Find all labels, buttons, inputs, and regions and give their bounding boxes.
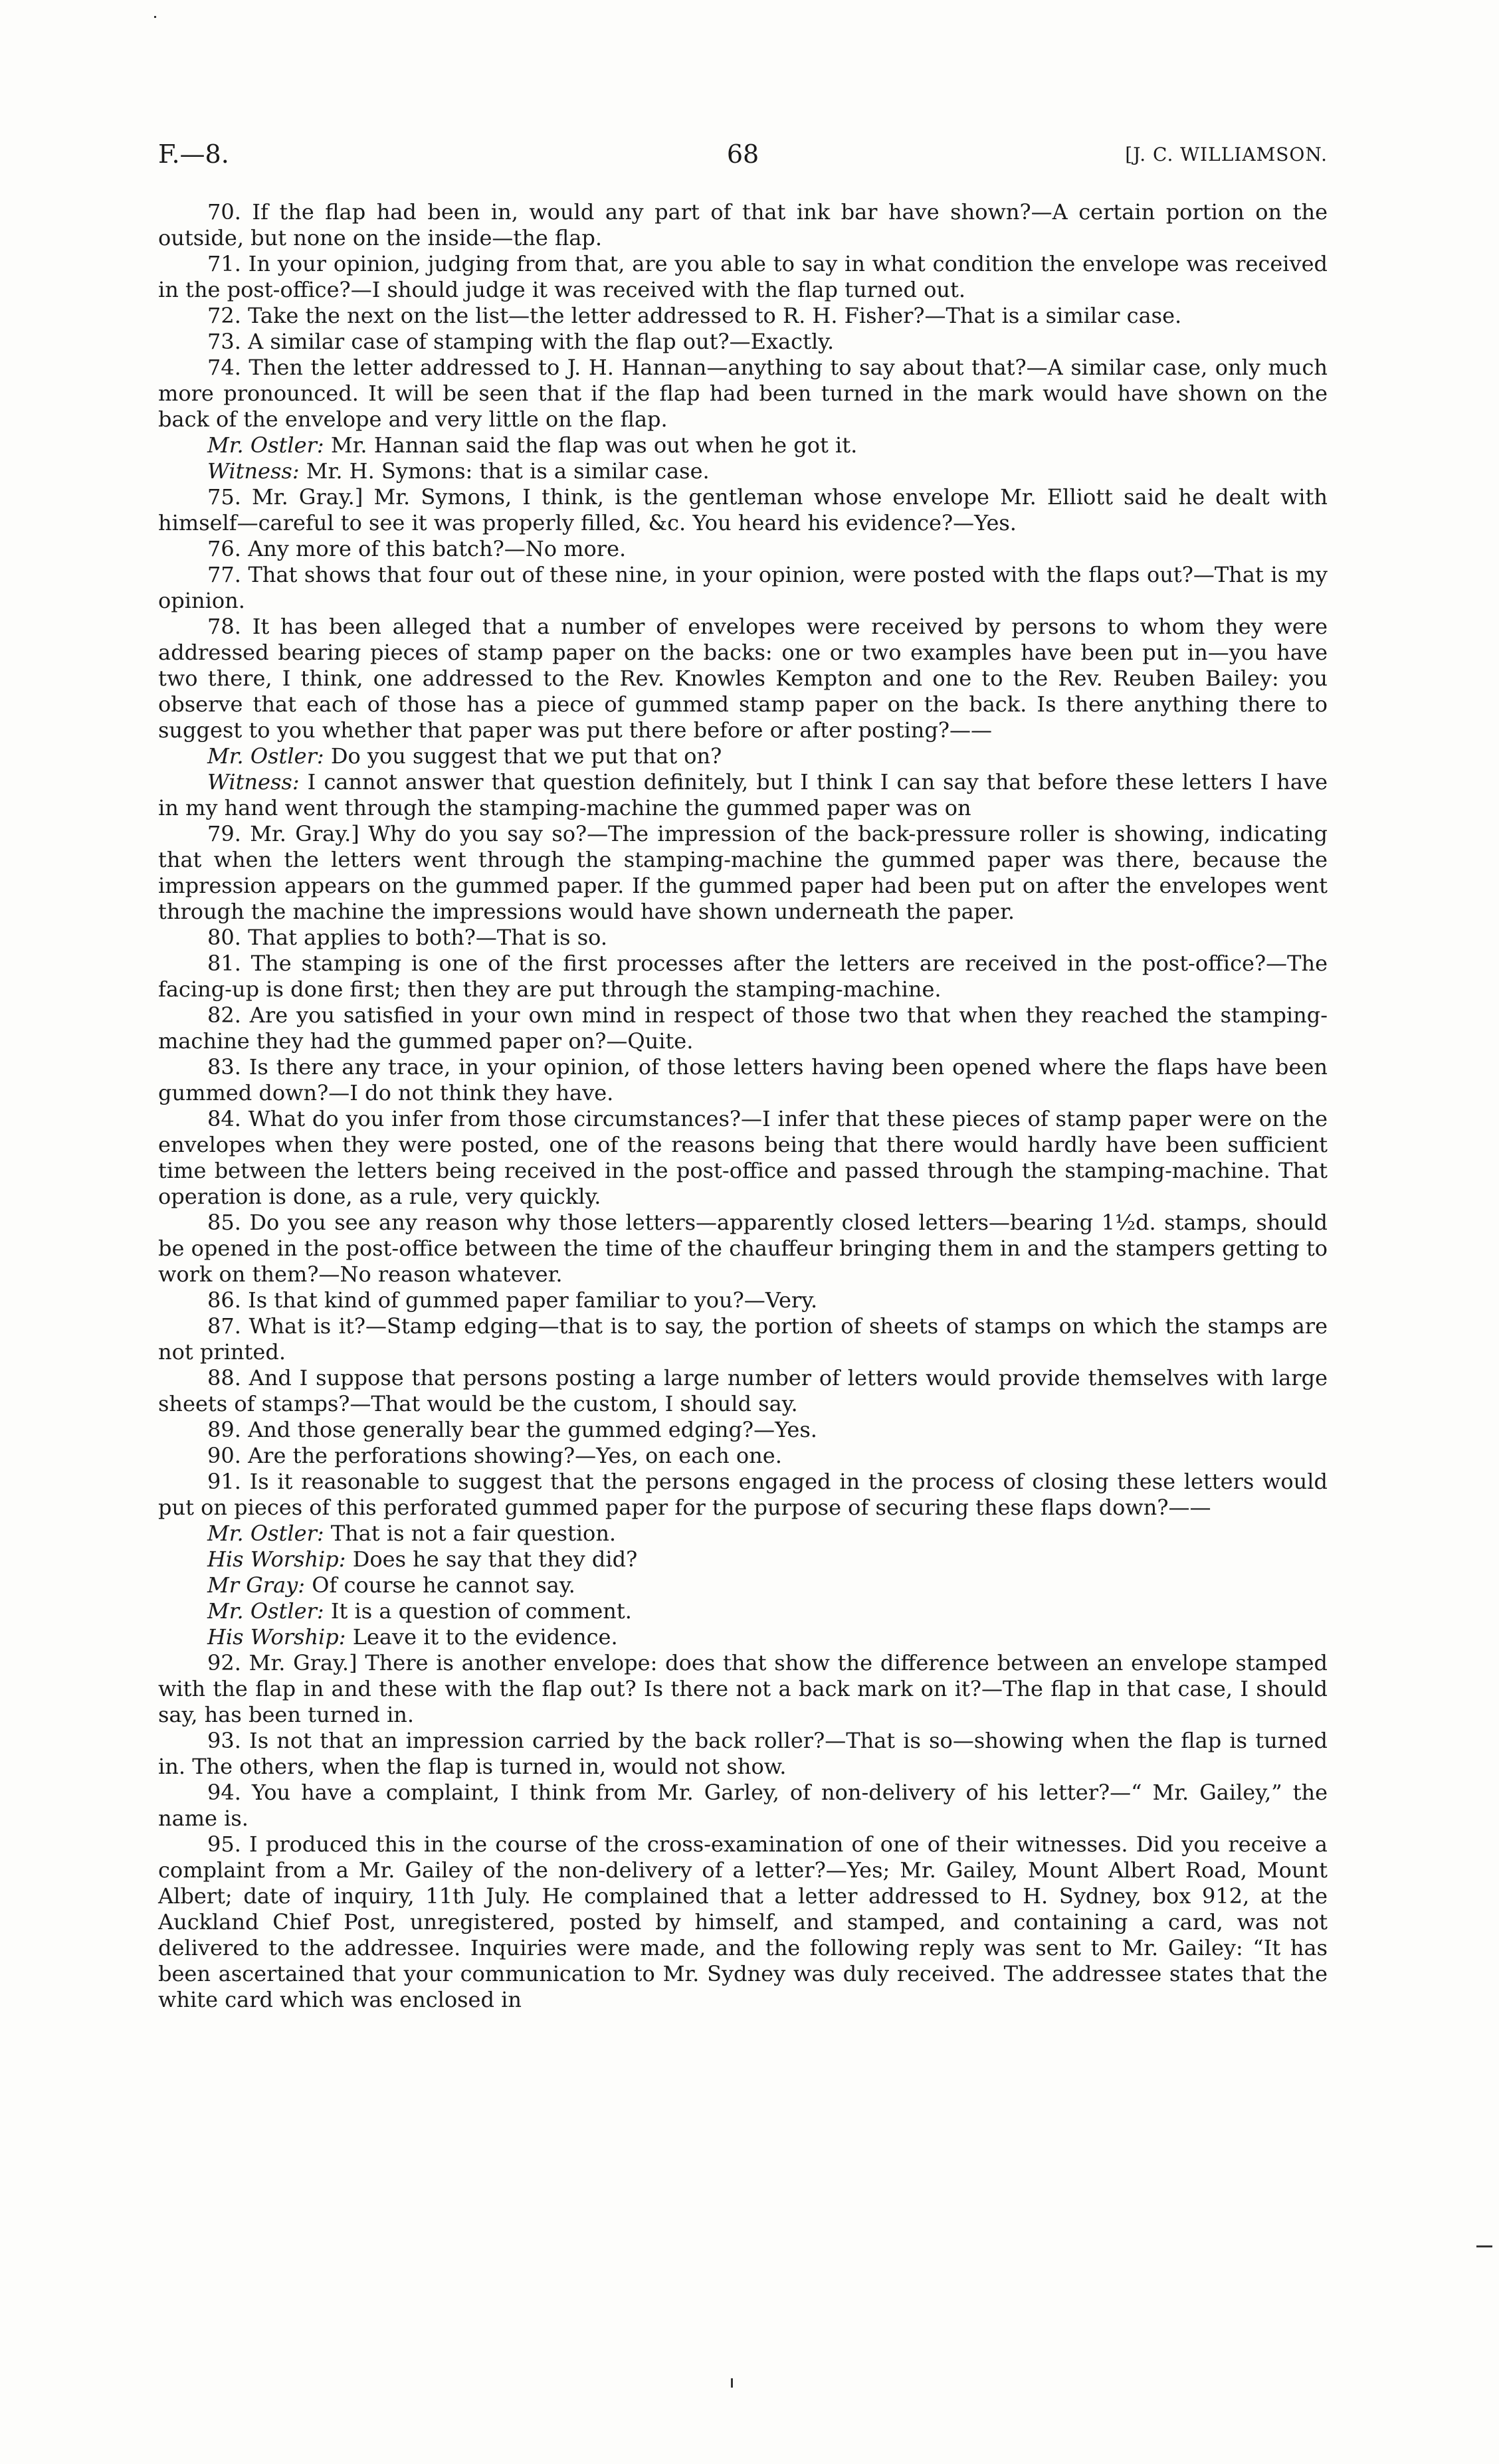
paragraph [158,1443,1328,1469]
paragraph [158,458,1328,484]
paragraph [158,1728,1328,1780]
witness-name: [J. C. WILLIAMSON. [1125,143,1328,165]
paragraph-text: 80. That applies to both?—That is so. [207,925,608,950]
paragraph [158,536,1328,562]
speaker-label: Mr. Ostler: [207,1521,324,1546]
paragraph [158,925,1328,951]
paragraph-text: 93. Is not that an impression carried by the back roller?—That is so—showing when the flap is turned in. The others, when the flap is turned in, would not show. [158,1728,1328,1779]
paragraph-text: 83. Is there any trace, in your opinion, of those letters having been opened where the flaps have been gummed down?—I do not think they have. [158,1054,1328,1105]
paragraph-text: Of course he cannot say. [312,1572,575,1598]
paragraph [158,1365,1328,1417]
paragraph [158,562,1328,614]
paragraph [158,614,1328,743]
paragraph-text: It is a question of comment. [330,1598,632,1624]
paragraph-text: 79. Mr. Gray.] Why do you say so?—The impression of the back-pressure roller is showing, indicating that when the letters went through the stamping-machine the gummed paper was there, because the impression appears on the gummed paper. If the gummed paper had been put on after the envelopes went through the machine the impressions would have shown underneath the paper. [158,821,1328,924]
scan-mark [731,2378,733,2388]
paragraph-text: 95. I produced this in the course of the cross-examination of one of their witnesses. Did you receive a complaint from a Mr. Gailey of the non-delivery of a letter?—Yes; Mr. Gailey, Mount Albert Road, Mount Albert; date of inquiry, 11th July. He complained that a letter addressed to H. Sydney, box 912, at the Auckland Chief Post, unregistered, posted by himself, and stamped, and containing a card, was not delivered to the addressee. Inquiries were made, and the following reply was sent to Mr. Gailey: “It has been ascertained that your communication to Mr. Sydney was duly received. The addressee states that the white card which was enclosed in [158,1832,1328,2012]
paragraph-text: 70. If the flap had been in, would any part of that ink bar have shown?—A certain portion on the outside, but none on the inside—the flap. [158,199,1328,250]
paragraph [158,951,1328,1002]
speaker-label: Mr Gray: [207,1572,306,1598]
scan-mark [154,16,156,18]
paragraph [158,1287,1328,1313]
paragraph-text: Does he say that they did? [352,1547,638,1572]
paragraph [158,1417,1328,1443]
paragraph-text: 90. Are the perforations showing?—Yes, on each one. [207,1443,782,1468]
paragraph-text: 84. What do you infer from those circumstances?—I infer that these pieces of stamp paper were on the envelopes when they were posted, one of the reasons being that there would hardly have been sufficient time between the letters being received in the post-office and passed through the stamping-machine. That operation is done, as a rule, very quickly. [158,1106,1328,1209]
page-number: 68 [726,140,759,169]
speaker-label: Witness: [207,769,300,795]
paragraph-text: 88. And I suppose that persons posting a large number of letters would provide themselves with large sheets of stamps?—That would be the custom, I should say. [158,1365,1328,1416]
speaker-label: Mr. Ostler: [207,743,324,769]
paragraph-text: 87. What is it?—Stamp edging—that is to say, the portion of sheets of stamps on which the stamps are not printed. [158,1313,1328,1365]
paragraph-text: 73. A similar case of stamping with the flap out?—Exactly. [207,329,835,354]
paragraph [158,251,1328,303]
paragraph-text: 76. Any more of this batch?—No more. [207,536,627,561]
paragraph [158,1313,1328,1365]
paragraph [158,743,1328,769]
paragraph-text: 72. Take the next on the list—the letter addressed to R. H. Fisher?—That is a similar case. [207,303,1182,328]
paragraph [158,1598,1328,1624]
paragraph-text: Do you suggest that we put that on? [330,743,722,769]
paragraph [158,1469,1328,1521]
paragraph-text: 89. And those generally bear the gummed edging?—Yes. [207,1417,817,1442]
paragraph [158,355,1328,432]
speaker-label: Witness: [207,458,300,484]
paragraph-text: 77. That shows that four out of these nine, in your opinion, were posted with the flaps out?—That is my opinion. [158,562,1328,613]
paragraph [158,484,1328,536]
paragraph [158,432,1328,458]
paragraph-text: 78. It has been alleged that a number of envelopes were received by persons to whom they were addressed bearing pieces of stamp paper on the backs: one or two examples have been put in—you have two there, I think, one addressed to the Rev. Knowles Kempton and one to the Rev. Reuben Bailey: you observe that each of those has a piece of gummed stamp paper on the back. Is there anything there to suggest to you whether that paper was put there before or after posting?—— [158,614,1328,743]
paragraph-text: 71. In your opinion, judging from that, are you able to say in what condition the envelope was received in the post-office?—I should judge it was received with the flap turned out. [158,251,1328,302]
speaker-label: Mr. Ostler: [207,432,324,458]
paragraph-text: I cannot answer that question definitely, but I think I can say that before these letters I have in my hand went through the stamping-machine the gummed paper was on [158,769,1328,820]
paragraph [158,1832,1328,2013]
document-body [158,199,1328,2013]
paragraph [158,1572,1328,1598]
paragraph-text: 86. Is that kind of gummed paper familiar to you?—Very. [207,1287,818,1313]
paragraph [158,1780,1328,1832]
paragraph-text: 81. The stamping is one of the first processes after the letters are received in the post-office?—The facing-up is done first; then they are put through the stamping-machine. [158,951,1328,1002]
speaker-label: His Worship: [207,1624,346,1650]
paragraph-text: 91. Is it reasonable to suggest that the persons engaged in the process of closing these letters would put on pieces of this perforated gummed paper for the purpose of securing these flaps down?—— [158,1469,1328,1520]
paragraph [158,769,1328,821]
paragraph-text: 74. Then the letter addressed to J. H. Hannan—anything to say about that?—A similar case, only much more pronounced. It will be seen that if the flap had been turned in the mark would have shown on the back of the envelope and very little on the flap. [158,355,1328,432]
paragraph [158,1002,1328,1054]
paragraph [158,303,1328,329]
speaker-label: Mr. Ostler: [207,1598,324,1624]
document-reference: F.—8. [158,140,229,169]
page-header [158,140,1328,171]
paragraph [158,199,1328,251]
scan-mark [1476,2245,1492,2247]
paragraph-text: 75. Mr. Gray.] Mr. Symons, I think, is the gentleman whose envelope Mr. Elliott said he dealt with himself—careful to see it was properly filled, &c. You heard his evidence?—Yes. [158,484,1328,535]
paragraph [158,1624,1328,1650]
paragraph [158,1650,1328,1728]
paragraph [158,1054,1328,1106]
paragraph [158,1106,1328,1210]
paragraph-text: 82. Are you satisfied in your own mind in respect of those two that when they reached the stamping-machine they had the gummed paper on?—Quite. [158,1002,1328,1054]
paragraph-text: That is not a fair question. [330,1521,617,1546]
paragraph-text: 94. You have a complaint, I think from Mr. Garley, of non-delivery of his letter?—“ Mr. Gailey,” the name is. [158,1780,1328,1831]
paragraph [158,821,1328,925]
paragraph [158,1547,1328,1572]
paragraph [158,1521,1328,1547]
paragraph-text: Leave it to the evidence. [352,1624,618,1650]
paragraph-text: Mr. H. Symons: that is a similar case. [306,458,710,484]
speaker-label: His Worship: [207,1547,346,1572]
paragraph-text: 92. Mr. Gray.] There is another envelope: does that show the difference between an envelope stamped with the flap in and these with the flap out? Is there not a back mark on it?—The flap in that case, I should say, has been turned in. [158,1650,1328,1727]
paragraph-text: Mr. Hannan said the flap was out when he got it. [330,432,858,458]
paragraph-text: 85. Do you see any reason why those letters—apparently closed letters—bearing 1½d. stamps, should be opened in the post-office between the time of the chauffeur bringing them in and the stampers getting to work on them?—No reason whatever. [158,1210,1328,1287]
paragraph [158,329,1328,355]
paragraph [158,1210,1328,1287]
